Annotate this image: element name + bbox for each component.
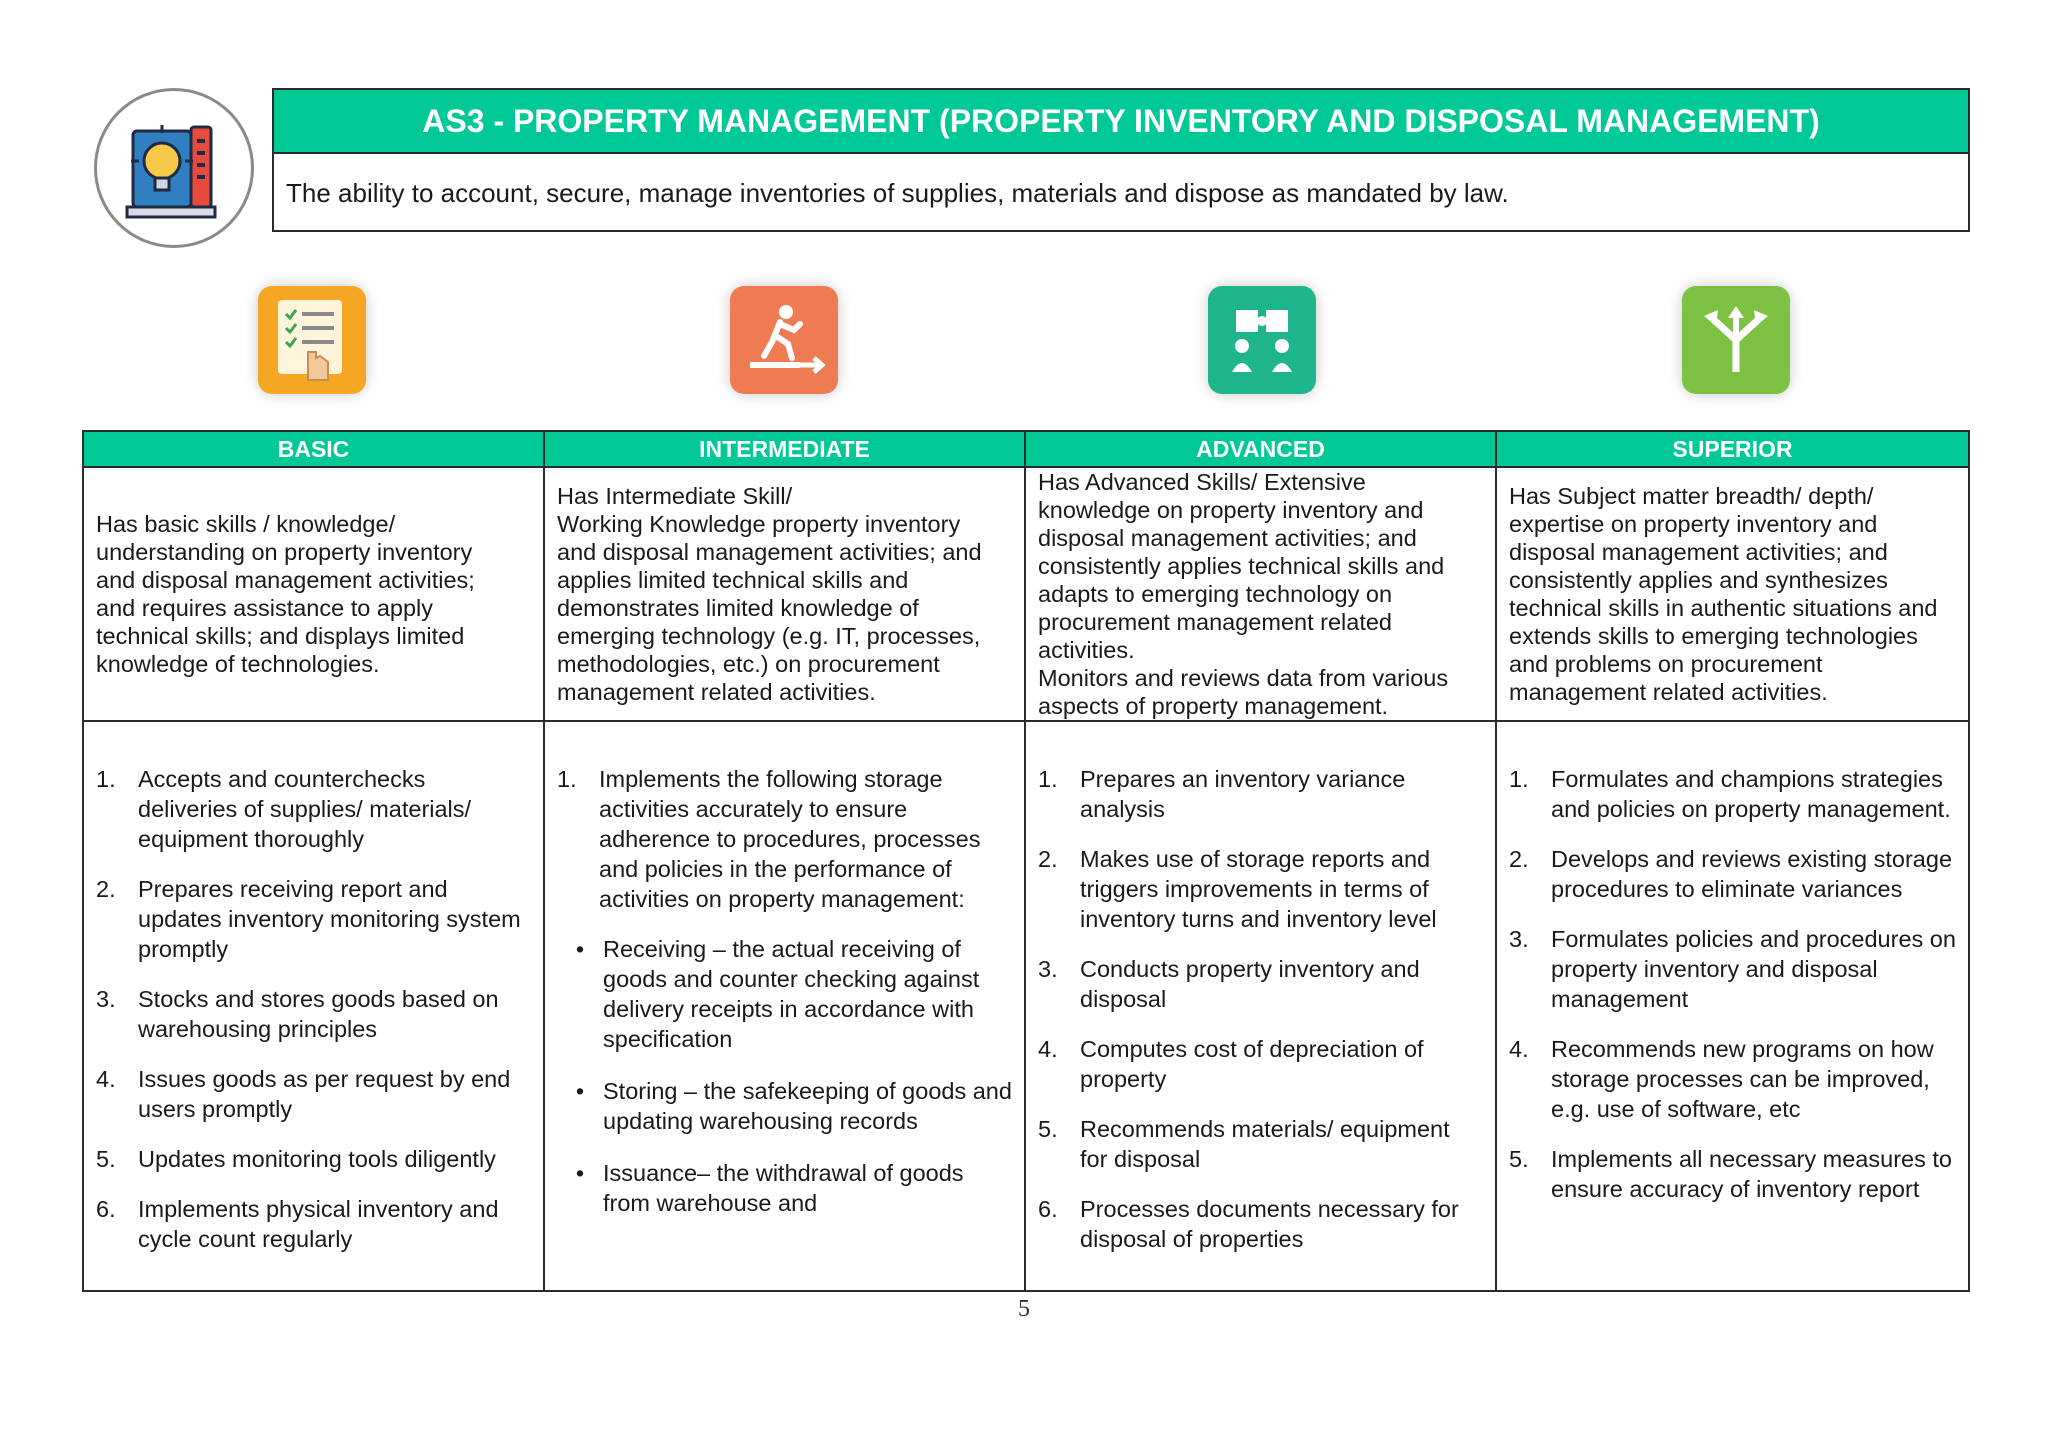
bullet-item xyxy=(557,934,1012,1054)
item-text: Stocks and stores goods based on warehousing principles xyxy=(138,986,499,1042)
description-line: extends skills to emerging technologies xyxy=(1509,623,1918,649)
list-item xyxy=(1038,764,1483,824)
bullet-text: Issuance– the withdrawal of goods from warehouse and xyxy=(603,1160,964,1216)
description-line: activities. xyxy=(1038,637,1135,663)
description-line: Monitors and reviews data from various xyxy=(1038,665,1449,691)
competency-description: The ability to account, secure, manage inventories of supplies, materials and dispose as mandated by law. xyxy=(286,178,1509,208)
bullet-text: Receiving – the actual receiving of goods and counter checking against delivery receipts in accordance with specification xyxy=(603,936,980,1052)
bullet-icon: • xyxy=(575,1078,585,1104)
item-text: Develops and reviews existing storage procedures to eliminate variances xyxy=(1551,846,1953,902)
description-line: Has Advanced Skills/ Extensive xyxy=(1038,469,1366,495)
item-text: Computes cost of depreciation of property xyxy=(1080,1036,1424,1092)
item-text: Issues goods as per request by end users promptly xyxy=(138,1066,511,1122)
description-line: and disposal management activities; and xyxy=(557,539,982,565)
list-item xyxy=(1509,844,1956,904)
description-line: Has Subject matter breadth/ depth/ xyxy=(1509,483,1874,509)
list-item xyxy=(96,984,531,1044)
checklist-hand-icon xyxy=(258,286,366,394)
description-line: procurement management related xyxy=(1038,609,1393,635)
item-text: Accepts and counterchecks deliveries of supplies/ materials/ equipment thoroughly xyxy=(138,766,472,852)
item-text: Prepares receiving report and updates inventory monitoring system promptly xyxy=(138,876,521,962)
description-line: knowledge of technologies. xyxy=(96,651,380,677)
description-line: and requires assistance to apply xyxy=(96,595,434,621)
list-item xyxy=(557,764,1012,914)
description-line: consistently applies technical skills and xyxy=(1038,553,1445,579)
description-line: management related activities. xyxy=(1509,679,1828,705)
item-text: Implements physical inventory and cycle count regularly xyxy=(138,1196,499,1252)
description-line: demonstrates limited knowledge of xyxy=(557,595,919,621)
level-header-advanced: ADVANCED xyxy=(1026,432,1497,468)
item-number: 6. xyxy=(1038,1196,1058,1222)
diverging-arrows-icon xyxy=(1682,286,1790,394)
list-item xyxy=(1509,1034,1956,1124)
description-line: consistently applies and synthesizes xyxy=(1509,567,1888,593)
indicators-basic xyxy=(84,722,545,1290)
item-number: 4. xyxy=(96,1066,116,1092)
description-line: knowledge on property inventory and xyxy=(1038,497,1424,523)
item-number: 3. xyxy=(1038,956,1058,982)
item-number: 1. xyxy=(96,766,116,792)
item-text: Formulates and champions strategies and policies on property management. xyxy=(1551,766,1951,822)
item-text: Updates monitoring tools diligently xyxy=(138,1146,496,1172)
list-item xyxy=(96,764,531,854)
description-line: Working Knowledge property inventory xyxy=(557,511,961,537)
item-number: 1. xyxy=(557,766,577,792)
item-number: 2. xyxy=(1038,846,1058,872)
item-text: Processes documents necessary for disposal of properties xyxy=(1080,1196,1459,1252)
list-item xyxy=(1038,954,1483,1014)
description-line: adapts to emerging technology on xyxy=(1038,581,1393,607)
description-line: technical skills; and displays limited xyxy=(96,623,465,649)
list-item xyxy=(96,874,531,964)
bullet-icon: • xyxy=(575,1160,585,1186)
bullet-icon: • xyxy=(575,936,585,962)
description-line: disposal management activities; and xyxy=(1509,539,1888,565)
description-line: and problems on procurement xyxy=(1509,651,1823,677)
description-line: and disposal management activities; xyxy=(96,567,475,593)
indicators-advanced xyxy=(1026,722,1497,1290)
description-line: Has basic skills / knowledge/ xyxy=(96,511,396,537)
description-line: management related activities. xyxy=(557,679,876,705)
book-lightbulb-icon xyxy=(94,88,254,248)
item-text: Implements all necessary measures to ensure accuracy of inventory report xyxy=(1551,1146,1952,1202)
item-number: 3. xyxy=(1509,926,1529,952)
competency-table xyxy=(82,430,1970,1292)
level-description-intermediate xyxy=(545,468,1026,722)
item-number: 1. xyxy=(1509,766,1529,792)
competency-header xyxy=(272,88,1970,232)
bullet-item xyxy=(557,1076,1012,1136)
item-text: Makes use of storage reports and triggers improvements in terms of inventory turns and inventory level xyxy=(1080,846,1437,932)
indicators-intermediate xyxy=(545,722,1026,1290)
bullet-item xyxy=(557,1158,1012,1218)
list-item xyxy=(1038,844,1483,934)
level-header-basic: BASIC xyxy=(84,432,545,468)
level-description-advanced xyxy=(1026,468,1497,722)
bullet-text: Storing – the safekeeping of goods and updating warehousing records xyxy=(603,1078,1012,1134)
item-number: 1. xyxy=(1038,766,1058,792)
item-number: 4. xyxy=(1509,1036,1529,1062)
level-header-intermediate: INTERMEDIATE xyxy=(545,432,1026,468)
item-text: Implements the following storage activities accurately to ensure adherence to procedures, processes and policies in the performance of activities on property management: xyxy=(599,766,981,912)
stepping-forward-icon xyxy=(730,286,838,394)
item-number: 5. xyxy=(96,1146,116,1172)
list-item xyxy=(96,1194,531,1254)
list-item xyxy=(1509,1144,1956,1204)
description-line: applies limited technical skills and xyxy=(557,567,909,593)
description-line: emerging technology (e.g. IT, processes, xyxy=(557,623,981,649)
item-number: 2. xyxy=(96,876,116,902)
level-description-basic xyxy=(84,468,545,722)
item-number: 4. xyxy=(1038,1036,1058,1062)
item-number: 6. xyxy=(96,1196,116,1222)
description-line: Has Intermediate Skill/ xyxy=(557,483,793,509)
item-text: Formulates policies and procedures on property inventory and disposal management xyxy=(1551,926,1956,1012)
list-item xyxy=(1038,1114,1483,1174)
list-item xyxy=(1038,1194,1483,1254)
item-text: Prepares an inventory variance analysis xyxy=(1080,766,1406,822)
level-description-superior xyxy=(1497,468,1968,722)
list-item xyxy=(96,1064,531,1124)
list-item xyxy=(96,1144,531,1174)
level-header-superior: SUPERIOR xyxy=(1497,432,1968,468)
list-item xyxy=(1509,764,1956,824)
item-number: 2. xyxy=(1509,846,1529,872)
page-title: AS3 - PROPERTY MANAGEMENT (PROPERTY INVENTORY AND DISPOSAL MANAGEMENT) xyxy=(274,90,1968,154)
description-line: methodologies, etc.) on procurement xyxy=(557,651,940,677)
item-text: Conducts property inventory and disposal xyxy=(1080,956,1420,1012)
item-text: Recommends new programs on how storage processes can be improved, e.g. use of software, etc xyxy=(1551,1036,1934,1122)
item-number: 3. xyxy=(96,986,116,1012)
description-line: expertise on property inventory and xyxy=(1509,511,1878,537)
description-line: understanding on property inventory xyxy=(96,539,473,565)
item-number: 5. xyxy=(1509,1146,1529,1172)
page-number: 5 xyxy=(1018,1296,1030,1322)
description-line: aspects of property management. xyxy=(1038,693,1389,719)
list-item xyxy=(1038,1034,1483,1094)
item-text: Recommends materials/ equipment for disposal xyxy=(1080,1116,1450,1172)
item-number: 5. xyxy=(1038,1116,1058,1142)
team-puzzle-icon xyxy=(1208,286,1316,394)
indicators-superior xyxy=(1497,722,1968,1290)
description-line: technical skills in authentic situations and xyxy=(1509,595,1938,621)
list-item xyxy=(1509,924,1956,1014)
description-line: disposal management activities; and xyxy=(1038,525,1417,551)
